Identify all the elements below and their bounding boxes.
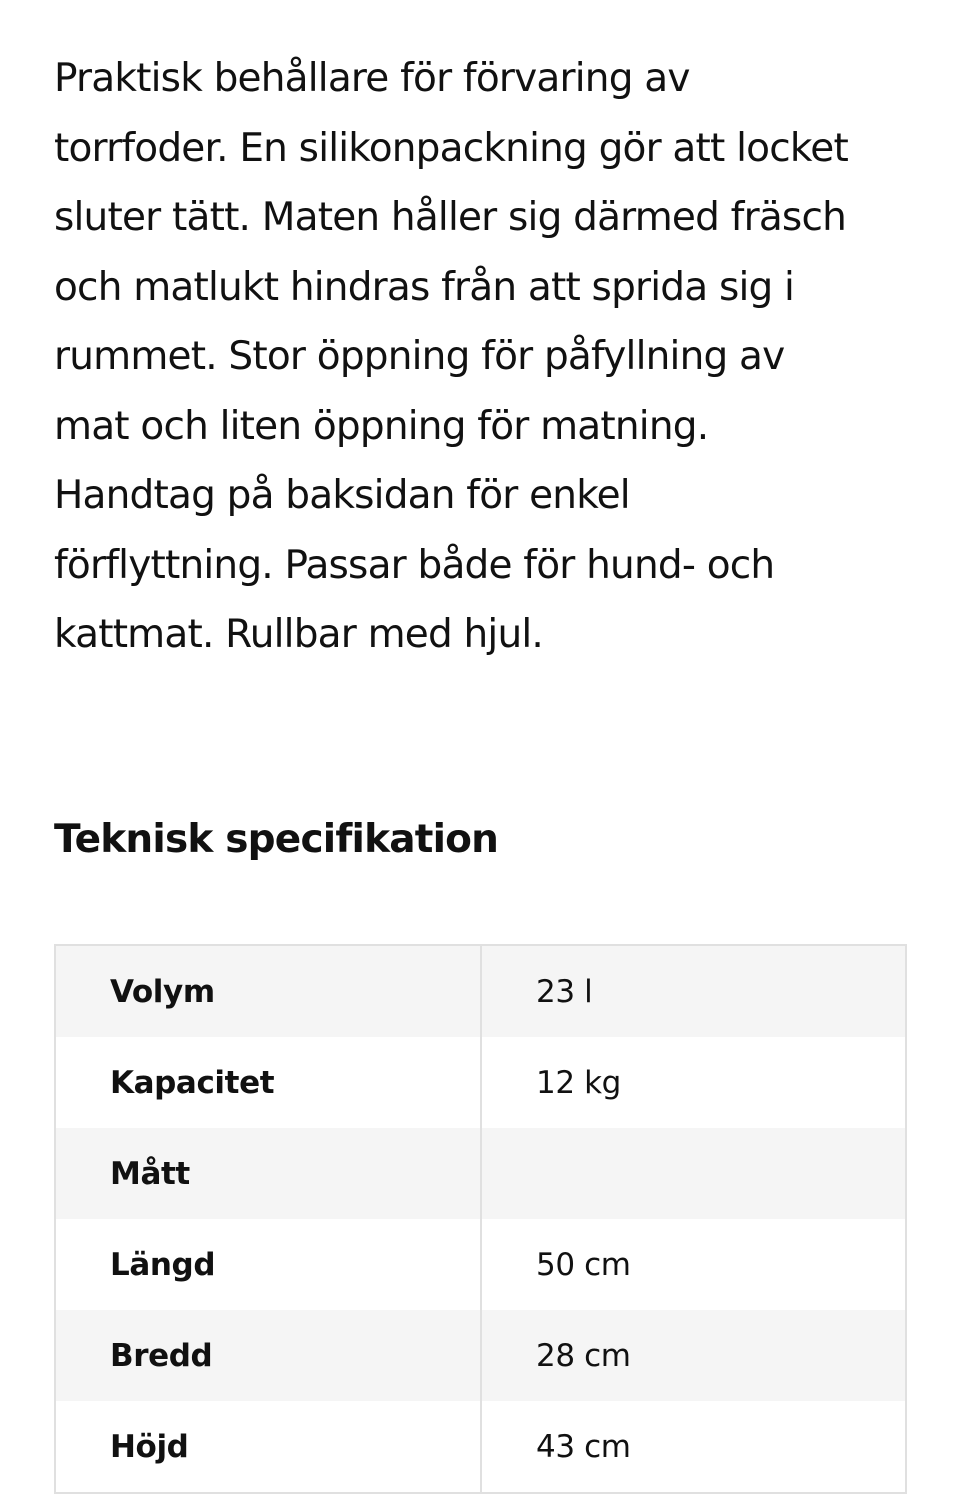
description-line: förflyttning. Passar både för hund- och (54, 542, 775, 588)
spec-label: Volym (55, 945, 481, 1037)
spec-value: 28 cm (536, 1337, 631, 1374)
spec-value: 12 kg (536, 1064, 621, 1101)
description-line: rummet. Stor öppning för påfyllning av (54, 334, 785, 379)
description-line: Handtag på baksidan för enkel (54, 473, 630, 518)
spec-label: Bredd (55, 1310, 481, 1401)
description-line: mat och liten öppning för matning. (54, 403, 709, 449)
description-line: sluter tätt. Maten håller sig därmed fräsch (54, 195, 847, 240)
spec-label: Kapacitet (55, 1037, 481, 1128)
description-line: torrfoder. En silikonpackning gör att locket (54, 125, 848, 171)
description-line: Praktisk behållare för förvaring av (54, 56, 690, 101)
description-line: kattmat. Rullbar med hjul. (54, 612, 544, 657)
spec-row-volym (55, 945, 906, 1037)
spec-value: 50 cm (536, 1246, 631, 1283)
description-line: och matlukt hindras från att sprida sig i (54, 264, 795, 310)
spec-row-kapacitet (55, 1037, 906, 1128)
spec-row-bredd (55, 1310, 906, 1401)
spec-value (481, 1128, 906, 1219)
spec-label: Mått (55, 1128, 481, 1219)
spec-table (54, 944, 907, 1494)
spec-row-langd (55, 1219, 906, 1310)
spec-value: 43 cm (536, 1428, 631, 1465)
spec-row-hojd (55, 1401, 906, 1493)
spec-label: Höjd (55, 1401, 481, 1493)
spec-row-matt (55, 1128, 906, 1219)
product-description (54, 44, 924, 670)
spec-label: Längd (55, 1219, 481, 1310)
spec-heading: Teknisk specifikation (54, 817, 499, 862)
spec-value: 23 l (536, 973, 593, 1010)
